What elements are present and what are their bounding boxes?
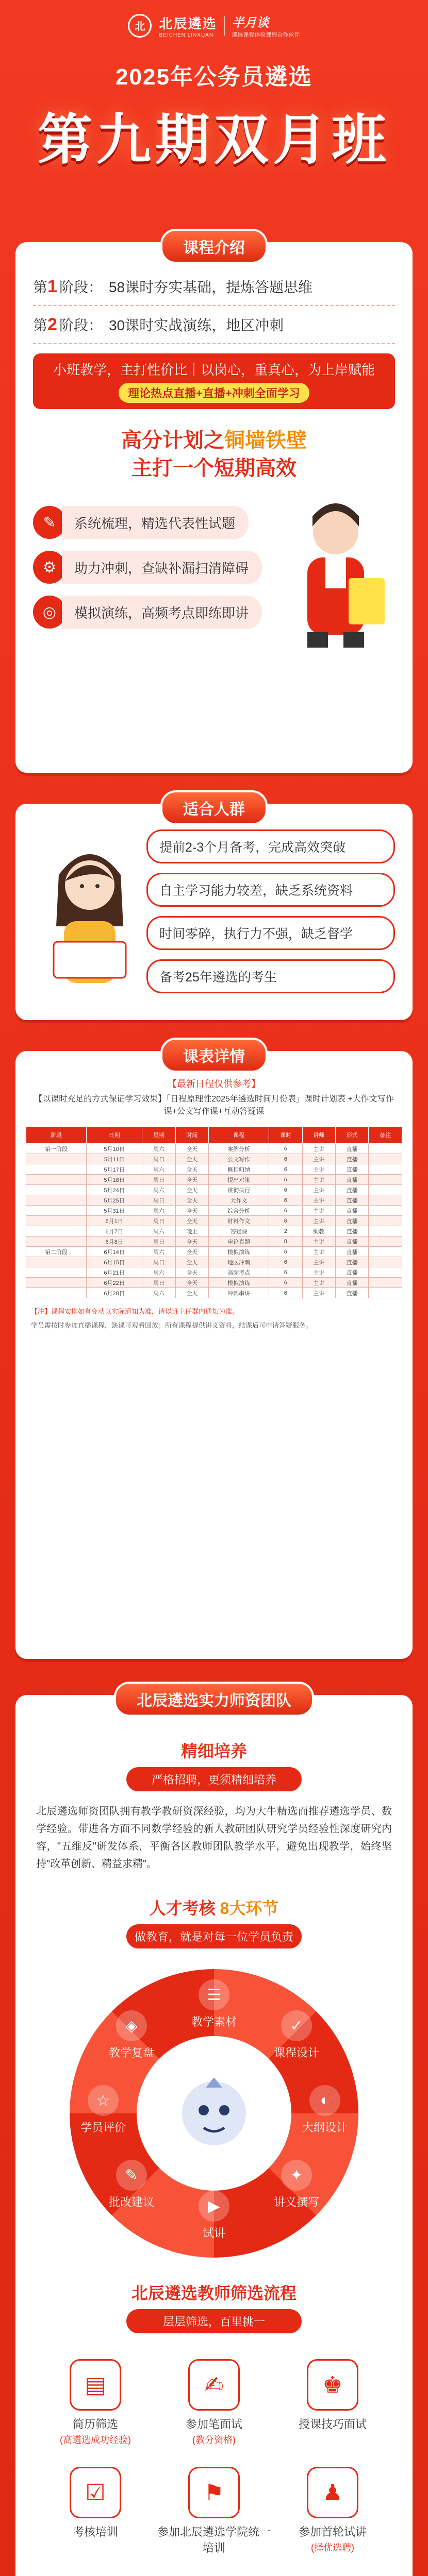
schedule-note: 【以课时充足的方式保证学习效果】「日程原理性2025年遴选时间月份表」课时计划表 +大作文写作课+公文写作课+互动答疑课 <box>34 1095 394 1116</box>
plan-item-text: 助力冲刺，查缺补漏扫清障碍 <box>62 551 262 584</box>
segment-label: 讲义撰写 <box>273 2196 319 2209</box>
table-cell <box>369 1216 402 1226</box>
table-row <box>26 1154 402 1164</box>
table-cell: 6 <box>269 1175 302 1185</box>
table-cell: 直播 <box>336 1288 369 1298</box>
table-cell: 6月22日 <box>86 1278 142 1288</box>
brand-divider <box>224 16 225 36</box>
plan-item <box>33 506 276 539</box>
segment-label: 批改建议 <box>108 2196 154 2209</box>
table-cell <box>26 1267 87 1278</box>
table-cell: 2 <box>269 1226 302 1236</box>
flow-step-sub: (高遴选成功经验) <box>60 2435 131 2445</box>
table-cell: 周日 <box>142 1195 175 1206</box>
wheel-segment <box>268 2160 325 2210</box>
table-cell: 直播 <box>336 1257 369 1267</box>
table-cell <box>26 1288 87 1298</box>
wheel-segment <box>297 2085 353 2135</box>
segment-label: 教学素材 <box>191 2015 237 2028</box>
feature-pill-text: 小班教学，主打性价比｜以岗心，重真心，为上岸赋能 <box>53 362 375 378</box>
exam-title <box>15 1895 413 1919</box>
table-cell <box>369 1144 402 1154</box>
exam-icon: ✍ <box>188 2359 240 2411</box>
table-cell: 5月24日 <box>86 1185 142 1195</box>
plan-row <box>33 496 395 650</box>
table-cell: 6 <box>269 1267 302 1278</box>
table-cell: 直播 <box>336 1164 369 1175</box>
table-cell: 6 <box>269 1216 302 1226</box>
table-cell <box>369 1206 402 1216</box>
audience-list <box>146 829 395 1003</box>
table-cell: 全天 <box>175 1144 208 1154</box>
table-cell: 6 <box>269 1206 302 1216</box>
table-cell: 主讲 <box>302 1288 335 1298</box>
teacher-card <box>15 1692 413 2576</box>
schedule-header-row <box>26 1127 402 1144</box>
stage-1: 第 1 阶段 ： 58课时夯实基础，提炼答题思维 <box>33 268 395 306</box>
table-cell: 周日 <box>142 1257 175 1267</box>
segment-label: 试讲 <box>202 2227 225 2240</box>
flow-step <box>155 2359 273 2446</box>
target-icon: ◎ <box>33 596 66 629</box>
table-cell <box>369 1236 402 1247</box>
flow-step-title: 参加首轮试讲 <box>298 2526 367 2538</box>
plan-item <box>33 596 276 629</box>
table-cell: 全天 <box>175 1216 208 1226</box>
audience-content <box>15 804 413 1018</box>
flow-step-sub: (教分资格) <box>192 2435 236 2445</box>
course-intro-tag: 课程介绍 <box>160 229 268 264</box>
check-icon: ✓ <box>281 2010 312 2041</box>
flow-step-title: 授课技巧面试 <box>298 2418 367 2431</box>
table-cell: 直播 <box>336 1267 369 1278</box>
table-cell: 案例分析 <box>209 1144 269 1154</box>
table-cell <box>26 1216 87 1226</box>
schedule-footnote: 【注】课程安排如有变动以实际通知为准，请以班主任群内通知为准。 <box>31 1308 239 1315</box>
table-cell: 主讲 <box>302 1206 335 1216</box>
table-cell: 全天 <box>175 1164 208 1175</box>
brand-row <box>0 12 428 39</box>
audience-item: 备考25年遴选的考生 <box>146 959 395 993</box>
brand-en: BEICHEN LINXUAN <box>159 32 214 38</box>
table-row <box>26 1216 402 1226</box>
train-bar: 严格招聘，更须精细培养 <box>126 1767 302 1791</box>
hero-subtitle: 2025年公务员遴选 <box>116 64 312 90</box>
table-cell: 全天 <box>175 1175 208 1185</box>
outline-icon: ◐ <box>309 2085 340 2116</box>
table-cell: 6 <box>269 1185 302 1195</box>
table-cell <box>369 1175 402 1185</box>
table-cell <box>369 1185 402 1195</box>
star-icon: ☆ <box>88 2085 119 2116</box>
audience-card <box>15 801 413 1020</box>
table-cell: 5月25日 <box>86 1195 142 1206</box>
audience-tag: 适合人群 <box>160 790 268 825</box>
table-cell: 6 <box>269 1257 302 1267</box>
plan-title <box>15 427 413 482</box>
table-cell: 材料作文 <box>209 1216 269 1226</box>
table-cell <box>369 1247 402 1257</box>
table-cell: 概括归纳 <box>209 1164 269 1175</box>
table-row <box>26 1144 402 1154</box>
audience-item: 自主学习能力较差，缺乏系统资料 <box>146 873 395 907</box>
table-cell: 直播 <box>336 1195 369 1206</box>
audience-item: 提前2-3个月备考，完成高效突破 <box>146 829 395 863</box>
schedule-column-header: 备注 <box>369 1127 402 1144</box>
table-cell: 直播 <box>336 1278 369 1288</box>
schedule-column-header: 时间 <box>175 1127 208 1144</box>
table-row <box>26 1288 402 1298</box>
table-cell: 地区冲刺 <box>209 1257 269 1267</box>
table-cell: 直播 <box>336 1206 369 1216</box>
plan-title-a: 高分计划之 <box>121 429 224 452</box>
table-cell: 第二阶段 <box>26 1247 87 1257</box>
table-cell: 贯彻执行 <box>209 1185 269 1195</box>
table-row <box>26 1175 402 1185</box>
table-cell: 周日 <box>142 1216 175 1226</box>
table-cell: 综合分析 <box>209 1206 269 1216</box>
table-cell: 主讲 <box>302 1216 335 1226</box>
table-cell <box>26 1236 87 1247</box>
table-cell <box>369 1195 402 1206</box>
table-cell: 模拟演练 <box>209 1278 269 1288</box>
table-cell: 直播 <box>336 1175 369 1185</box>
stage-2-desc: 30课时实战演练，地区冲刺 <box>108 317 284 333</box>
plan-item-text: 系统梳理，精选代表性试题 <box>62 506 249 539</box>
table-cell: 全天 <box>175 1236 208 1247</box>
flow-step <box>273 2467 392 2556</box>
schedule-table <box>26 1126 402 1298</box>
flow-step-title: 参加北辰遴选学院统一培训 <box>157 2526 271 2554</box>
table-cell: 公文写作 <box>209 1154 269 1164</box>
stage-2-prefix: 第 <box>33 317 48 333</box>
wheel-segment <box>186 1979 242 2029</box>
course-intro-card <box>15 242 413 773</box>
table-cell <box>369 1267 402 1278</box>
table-cell: 直播 <box>336 1236 369 1247</box>
schedule-card <box>15 1048 413 1659</box>
table-cell: 全天 <box>175 1288 208 1298</box>
brand2-text <box>232 12 300 39</box>
table-cell: 6月15日 <box>86 1257 142 1267</box>
table-cell: 6 <box>269 1154 302 1164</box>
table-cell: 6 <box>269 1278 302 1288</box>
table-cell: 8 <box>269 1236 302 1247</box>
table-cell: 6月1日 <box>86 1216 142 1226</box>
student-illustration <box>33 839 146 993</box>
table-cell: 6 <box>269 1247 302 1257</box>
table-cell: 直播 <box>336 1154 369 1164</box>
table-cell: 大作文 <box>209 1195 269 1206</box>
table-cell: 主讲 <box>302 1267 335 1278</box>
trial-lecture-icon: ♟ <box>307 2467 358 2518</box>
table-row <box>26 1195 402 1206</box>
schedule-column-header: 阶段 <box>26 1127 87 1144</box>
flow-step <box>36 2359 155 2446</box>
table-cell: 全天 <box>175 1247 208 1257</box>
table-cell: 5月11日 <box>86 1154 142 1164</box>
table-row <box>26 1226 402 1236</box>
brand-name: 北辰遴选 <box>159 15 217 31</box>
segment-label: 教学复盘 <box>108 2046 154 2059</box>
table-cell: 周六 <box>142 1144 175 1154</box>
pen-icon: ✎ <box>116 2160 147 2191</box>
hero <box>0 0 428 216</box>
table-cell <box>26 1257 87 1267</box>
schedule-tag: 课表详情 <box>160 1038 268 1073</box>
table-cell: 全天 <box>175 1195 208 1206</box>
schedule-footnote-2: 学员需按时参加直播课程，缺课可观看回放；所有课程提供讲义资料，结课后可申请答疑服务。 <box>31 1321 313 1329</box>
table-cell: 6月14日 <box>86 1247 142 1257</box>
assessment-wheel <box>70 1969 358 2258</box>
plan-title-b: 铜墙铁壁 <box>224 429 307 452</box>
segment-label: 大纲设计 <box>302 2121 348 2134</box>
exam-title-text: 人才考核 <box>149 1899 216 1918</box>
table-row <box>26 1278 402 1288</box>
book-icon: ☰ <box>199 1979 229 2010</box>
table-row <box>26 1257 402 1267</box>
table-cell: 全天 <box>175 1206 208 1216</box>
flow-grid <box>36 2359 392 2576</box>
schedule-column-header: 课时 <box>269 1127 302 1144</box>
table-cell: 6月7日 <box>86 1226 142 1236</box>
flow-step <box>36 2467 155 2556</box>
brand2-sub: 遴选课程体验课程合作伙伴 <box>232 32 300 38</box>
exam-title-highlight: 8大环节 <box>220 1899 279 1918</box>
brand2-name: 半月谈 <box>232 16 269 30</box>
gear-icon: ⚙ <box>33 551 66 584</box>
schedule-column-header: 课程 <box>209 1127 269 1144</box>
table-row <box>26 1185 402 1195</box>
table-cell <box>369 1257 402 1267</box>
table-cell <box>26 1175 87 1185</box>
table-row <box>26 1267 402 1278</box>
table-cell: 直播 <box>336 1247 369 1257</box>
hero-title: 第九期双月班 <box>38 110 390 171</box>
table-cell: 主讲 <box>302 1236 335 1247</box>
table-cell <box>369 1154 402 1164</box>
table-cell: 6 <box>269 1288 302 1298</box>
table-cell: 提出对策 <box>209 1175 269 1185</box>
teacher-tag: 北辰遴选实力师资团队 <box>114 1682 314 1717</box>
table-cell: 周日 <box>142 1236 175 1247</box>
table-cell: 高频考点 <box>209 1267 269 1278</box>
table-cell <box>26 1154 87 1164</box>
flow-step <box>273 2359 392 2446</box>
table-cell <box>26 1206 87 1216</box>
table-cell: 5月18日 <box>86 1175 142 1185</box>
flow-step-title: 考核培训 <box>72 2526 118 2538</box>
wheel-segment <box>268 2010 325 2060</box>
flow-step <box>155 2467 273 2556</box>
table-row <box>26 1206 402 1216</box>
table-cell: 5月31日 <box>86 1206 142 1216</box>
training-icon: ☑ <box>70 2467 121 2518</box>
mascot-illustration <box>173 2072 255 2155</box>
table-cell <box>369 1164 402 1175</box>
table-cell <box>26 1164 87 1175</box>
plan-item <box>33 551 276 584</box>
plan-title-line2: 主打一个短期高效 <box>131 457 297 480</box>
stage-2-suffix: 阶段 <box>59 317 88 333</box>
table-cell <box>369 1288 402 1298</box>
play-icon: ▶ <box>199 2191 229 2222</box>
table-cell: 周六 <box>142 1288 175 1298</box>
schedule-column-header: 形式 <box>336 1127 369 1144</box>
table-cell <box>26 1185 87 1195</box>
schedule-column-header: 星期 <box>142 1127 175 1144</box>
table-cell: 周六 <box>142 1247 175 1257</box>
pencil-icon: ✎ <box>33 506 66 539</box>
table-cell: 全天 <box>175 1257 208 1267</box>
teacher-paragraph: 北辰遴选师资团队拥有教学教研资深经验，均为大牛精选而推荐遴选学员、数学经验。带进各方面不同数学经验的新人教研团队研究学员经验性深度研究内容，"五维反"研发体系，平衡各区教师团队教学水平，避免出现教学，始终坚持"改革创新、精益求精"。 <box>36 1806 392 1870</box>
flow-step-title: 参加笔面试 <box>185 2418 242 2431</box>
handout-icon: ✦ <box>281 2160 312 2191</box>
segment-label: 学员评价 <box>80 2121 126 2134</box>
wheel-segment <box>186 2191 242 2241</box>
table-cell: 模拟演练 <box>209 1247 269 1257</box>
table-cell <box>26 1278 87 1288</box>
plan-list <box>33 506 276 640</box>
table-cell: 6 <box>269 1195 302 1206</box>
brand-text <box>159 13 217 38</box>
table-cell: 主讲 <box>302 1144 335 1154</box>
table-cell: 助教 <box>302 1226 335 1236</box>
flow-step-sub: (择优选聘) <box>311 2543 354 2553</box>
wheel-segment <box>103 2160 160 2210</box>
table-cell: 5月17日 <box>86 1164 142 1175</box>
interview-icon: ♚ <box>307 2359 358 2411</box>
table-cell: 第一阶段 <box>26 1144 87 1154</box>
flag-icon: ⚑ <box>188 2467 240 2518</box>
table-cell: 6月21日 <box>86 1267 142 1278</box>
stage-1-desc: 58课时夯实基础，提炼答题思维 <box>108 279 313 295</box>
schedule-column-header: 讲师 <box>302 1127 335 1144</box>
table-cell: 周六 <box>142 1185 175 1195</box>
flow-title: 北辰遴选教师筛选流程 <box>131 2284 297 2302</box>
table-cell: 全天 <box>175 1154 208 1164</box>
table-cell: 主讲 <box>302 1195 335 1206</box>
table-cell: 全天 <box>175 1267 208 1278</box>
review-icon: ◈ <box>116 2010 147 2041</box>
table-cell: 6月28日 <box>86 1288 142 1298</box>
table-cell: 直播 <box>336 1144 369 1154</box>
table-cell: 6 <box>269 1144 302 1154</box>
wheel-segment <box>103 2010 160 2060</box>
table-cell: 直播 <box>336 1185 369 1195</box>
table-cell: 答疑课 <box>209 1226 269 1236</box>
train-title: 精细培养 <box>180 1742 247 1760</box>
table-cell <box>26 1195 87 1206</box>
feature-pill <box>33 353 395 409</box>
brand-logo-icon: 北 <box>128 14 152 38</box>
table-cell: 主讲 <box>302 1278 335 1288</box>
table-cell: 主讲 <box>302 1164 335 1175</box>
segment-label: 课程设计 <box>273 2046 319 2059</box>
selection-flow <box>36 2359 392 2576</box>
resume-icon: ▤ <box>70 2359 121 2411</box>
table-cell: 主讲 <box>302 1175 335 1185</box>
table-row <box>26 1247 402 1257</box>
table-cell: 直播 <box>336 1226 369 1236</box>
table-row <box>26 1236 402 1247</box>
table-cell: 周日 <box>142 1175 175 1185</box>
table-cell: 主讲 <box>302 1257 335 1267</box>
table-cell: 6月8日 <box>86 1236 142 1247</box>
table-cell: 周六 <box>142 1164 175 1175</box>
stage-2-number: 2 <box>47 314 57 334</box>
feature-pill-sub: 理论热点直播+直播+冲刺全面学习 <box>119 383 309 403</box>
table-cell: 周六 <box>142 1267 175 1278</box>
table-cell: 全天 <box>175 1185 208 1195</box>
teacher-illustration <box>276 496 395 650</box>
table-cell: 周日 <box>142 1154 175 1164</box>
table-row <box>26 1164 402 1175</box>
table-cell: 直播 <box>336 1216 369 1226</box>
table-cell: 冲刺串讲 <box>209 1288 269 1298</box>
table-cell: 5月10日 <box>86 1144 142 1154</box>
schedule-head: 【最新日程仅供参考】 <box>168 1079 260 1089</box>
table-cell: 主讲 <box>302 1185 335 1195</box>
stage-1-suffix: 阶段 <box>59 279 88 295</box>
table-cell: 主讲 <box>302 1154 335 1164</box>
table-cell: 申论真题 <box>209 1236 269 1247</box>
table-cell: 周日 <box>142 1278 175 1288</box>
flow-step-title: 简历筛选 <box>72 2418 118 2431</box>
stage-2: 第 2 阶段 ： 30课时实战演练，地区冲刺 <box>33 306 395 344</box>
table-cell <box>369 1226 402 1236</box>
table-cell: 周六 <box>142 1206 175 1216</box>
wheel-segment <box>75 2085 131 2135</box>
table-cell: 主讲 <box>302 1247 335 1257</box>
plan-item-text: 模拟演练，高频考点即练即讲 <box>62 596 262 629</box>
stage-1-prefix: 第 <box>33 279 48 295</box>
audience-item: 时间零碎，执行力不强，缺乏督学 <box>146 916 395 950</box>
table-cell <box>369 1278 402 1288</box>
table-cell <box>26 1226 87 1236</box>
table-cell: 6 <box>269 1164 302 1175</box>
table-cell: 晚上 <box>175 1226 208 1236</box>
exam-bar: 做教育，就是对每一位学员负责 <box>126 1924 302 1948</box>
table-cell: 周六 <box>142 1226 175 1236</box>
schedule-column-header: 日期 <box>86 1127 142 1144</box>
table-cell: 全天 <box>175 1278 208 1288</box>
stage-1-number: 1 <box>47 276 57 296</box>
flow-bar: 层层筛选，百里挑一 <box>126 2309 302 2333</box>
schedule-body <box>26 1144 402 1298</box>
